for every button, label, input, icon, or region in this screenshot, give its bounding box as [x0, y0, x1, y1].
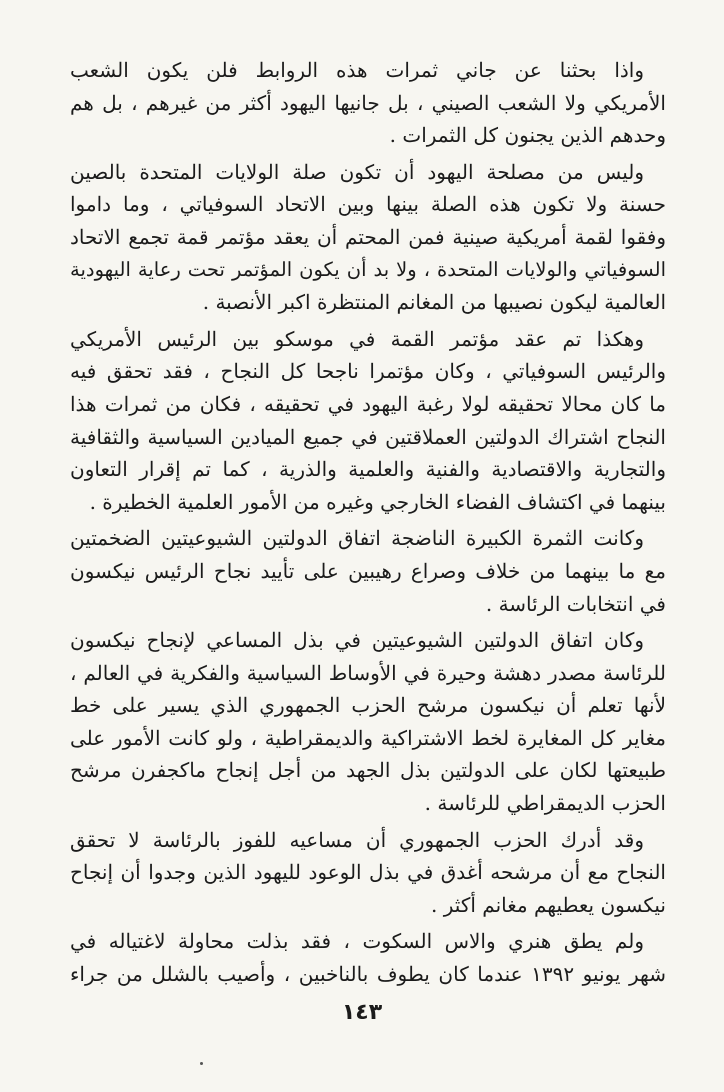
text-line: العالمية ليكون نصيبها من المغانم المنتظرة اكبر الأنصبة . [202, 290, 666, 315]
paragraph-4 [70, 522, 666, 620]
text-line: نيكسون يعطيهم مغانم أكثر . [431, 892, 666, 917]
paragraph-6 [70, 824, 666, 922]
text-line: وهكذا تم عقد مؤتمر القمة في موسكو بين الرئيس الأمريكي [70, 326, 644, 351]
text-line: الأمريكي ولا الشعب الصيني ، بل جانيها اليهود أكثر من غيرهم ، بل هم [70, 90, 666, 115]
print-speck [200, 1062, 203, 1065]
text-line: النجاح مع أن مرشحه أغدق في بذل الوعود لليهود الذين وجدوا أن إنجاح [70, 860, 666, 885]
paragraph-7 [70, 925, 666, 990]
paragraph-5 [70, 624, 666, 820]
text-line: وحدهم الذين يجنون كل الثمرات . [389, 123, 666, 148]
text-line: وقد أدرك الحزب الجمهوري أن مساعيه للفوز بالرئاسة لا تحقق [70, 827, 644, 852]
text-line: والرئيس السوفياتي ، وكان مؤتمرا ناجحا كل النجاح ، فقد تحقق فيه [70, 359, 666, 384]
text-line: حسنة ولا تكون هذه الصلة بينها وبين الاتحاد السوفياتي ، وما داموا [70, 192, 666, 217]
page-body [70, 54, 666, 994]
text-line: في انتخابات الرئاسة . [485, 591, 666, 616]
text-line: ولم يطق هنري والاس السكوت ، فقد بذلت محاولة لاغتياله في [70, 929, 644, 954]
page-number: ١٤٣ [341, 1000, 383, 1025]
text-line: ما كان محالا تحقيقه لولا رغبة اليهود في تحقيقه ، فكان من ثمرات هذا [70, 391, 666, 416]
text-line: وكان اتفاق الدولتين الشيوعيتين في بذل المساعي لإنجاح نيكسون [70, 628, 644, 653]
text-line: وفقوا لقمة أمريكية صينية فمن المحتم أن يعقد مؤتمر قمة تجمع الاتحاد [70, 224, 666, 249]
text-line: الحزب الديمقراطي للرئاسة . [424, 791, 666, 816]
text-line: بينهما في اكتشاف الفضاء الخارجي وغيره من الأمور العلمية الخطيرة . [89, 489, 666, 514]
text-line: لأنها تعلم أن نيكسون مرشح الحزب الجمهوري الذي يسير على خط [70, 693, 666, 718]
text-line: وكانت الثمرة الكبيرة الناضجة اتفاق الدولتين الشيوعيتين الضخمتين [70, 526, 644, 551]
text-line: مع ما بينهما من خلاف وصراع رهيبين على تأييد نجاح الرئيس نيكسون [70, 558, 666, 583]
text-line: وليس من مصلحة اليهود أن تكون صلة الولايات المتحدة بالصين [70, 159, 644, 184]
text-line: السوفياتي والولايات المتحدة ، ولا بد أن يكون المؤتمر تحت رعاية اليهودية [70, 257, 666, 281]
text-line: النجاح اشتراك الدولتين العملاقتين في جميع الميادين السياسية والثقافية [70, 424, 666, 449]
text-line: طبيعتها لكان على الدولتين بذل الجهد من أجل إنجاح ماكجفرن مرشح [70, 758, 666, 783]
paragraph-3 [70, 323, 666, 519]
text-line: شهر يونيو ١٣٩٢ عندما كان يطوف بالناخبين ، وأصيب بالشلل من جراء [70, 962, 666, 987]
paragraph-1 [70, 54, 666, 152]
text-line: مغاير كل المغايرة لخط الاشتراكية والديمقراطية ، ولو كانت الأمور على [70, 725, 666, 750]
text-line: للرئاسة مصدر دهشة وحيرة في الأوساط السياسية والفكرية في العالم ، [70, 660, 666, 685]
text-line: والتجارية والاقتصادية والفنية والعلمية والذرية ، كما تم إقرار التعاون [70, 457, 666, 482]
paragraph-2 [70, 156, 666, 319]
text-line: واذا بحثنا عن جاني ثمرات هذه الروابط فلن يكون الشعب [70, 58, 644, 82]
